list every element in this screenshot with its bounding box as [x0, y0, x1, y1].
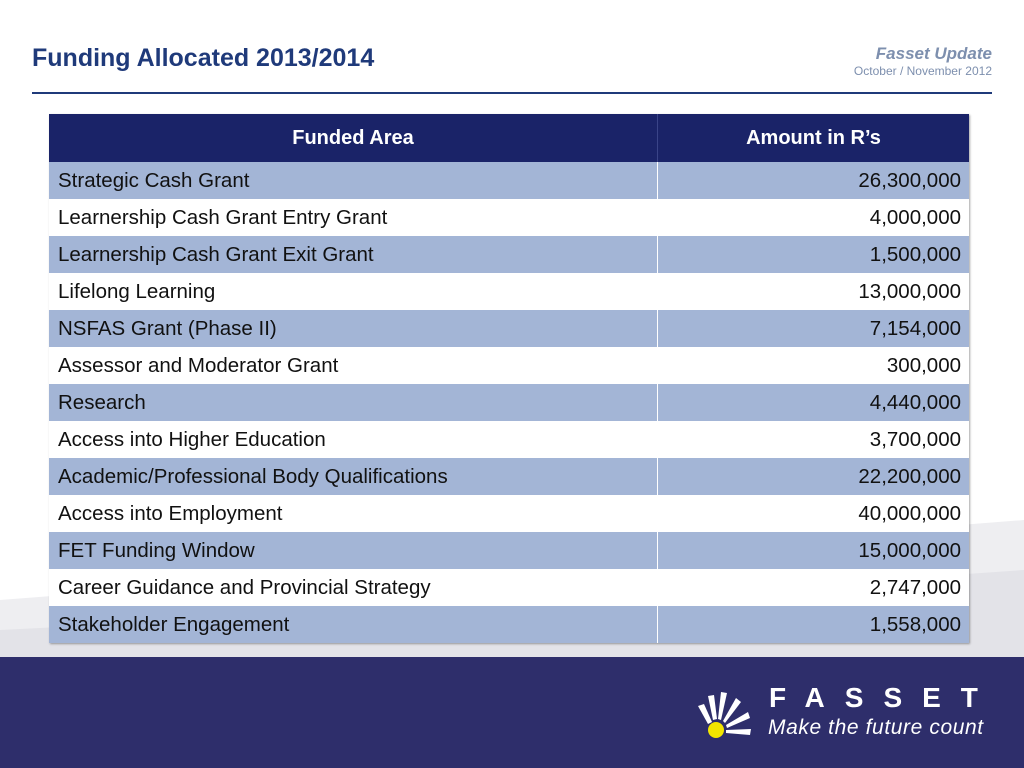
table-row	[49, 532, 969, 569]
table-row	[49, 458, 969, 495]
funded-area-cell: Career Guidance and Provincial Strategy	[49, 569, 658, 606]
amount-cell: 22,200,000	[658, 458, 970, 495]
amount-cell: 300,000	[658, 347, 970, 384]
funded-area-cell: Learnership Cash Grant Entry Grant	[49, 199, 658, 236]
amount-cell: 2,747,000	[658, 569, 970, 606]
column-header-amount: Amount in R’s	[658, 114, 970, 162]
funded-area-cell: NSFAS Grant (Phase II)	[49, 310, 658, 347]
column-header-funded-area: Funded Area	[49, 114, 658, 162]
funded-area-cell: Access into Higher Education	[49, 421, 658, 458]
title-divider	[32, 92, 992, 94]
table-row	[49, 495, 969, 532]
funded-area-cell: Academic/Professional Body Qualifications	[49, 458, 658, 495]
funded-area-cell: Lifelong Learning	[49, 273, 658, 310]
amount-cell: 7,154,000	[658, 310, 970, 347]
table-row	[49, 347, 969, 384]
table-row	[49, 384, 969, 421]
amount-cell: 4,000,000	[658, 199, 970, 236]
table-row	[49, 421, 969, 458]
amount-cell: 13,000,000	[658, 273, 970, 310]
table-row	[49, 310, 969, 347]
table-row	[49, 199, 969, 236]
funded-area-cell: Strategic Cash Grant	[49, 162, 658, 199]
funded-area-cell: Learnership Cash Grant Exit Grant	[49, 236, 658, 273]
amount-cell: 1,558,000	[658, 606, 970, 643]
fasset-sunburst-logo-icon	[696, 684, 766, 744]
table-header-row	[49, 114, 969, 162]
amount-cell: 15,000,000	[658, 532, 970, 569]
amount-cell: 1,500,000	[658, 236, 970, 273]
header-date: October / November 2012	[853, 64, 992, 78]
table-row	[49, 273, 969, 310]
amount-cell: 3,700,000	[658, 421, 970, 458]
funded-area-cell: FET Funding Window	[49, 532, 658, 569]
brand-name: FASSET	[769, 682, 998, 713]
table-row	[49, 569, 969, 606]
funded-area-cell: Research	[49, 384, 658, 421]
page-title: Funding Allocated 2013/2014	[32, 44, 375, 72]
header-subtitle: Fasset Update	[875, 44, 992, 63]
funded-area-cell: Assessor and Moderator Grant	[49, 347, 658, 384]
funding-table	[49, 114, 969, 643]
amount-cell: 26,300,000	[658, 162, 970, 199]
funded-area-cell: Access into Employment	[49, 495, 658, 532]
table-row	[49, 162, 969, 199]
brand-tagline: Make the future count	[768, 716, 984, 739]
table-row	[49, 236, 969, 273]
funded-area-cell: Stakeholder Engagement	[49, 606, 658, 643]
table-row	[49, 606, 969, 643]
amount-cell: 40,000,000	[658, 495, 970, 532]
header-info	[854, 44, 992, 78]
amount-cell: 4,440,000	[658, 384, 970, 421]
